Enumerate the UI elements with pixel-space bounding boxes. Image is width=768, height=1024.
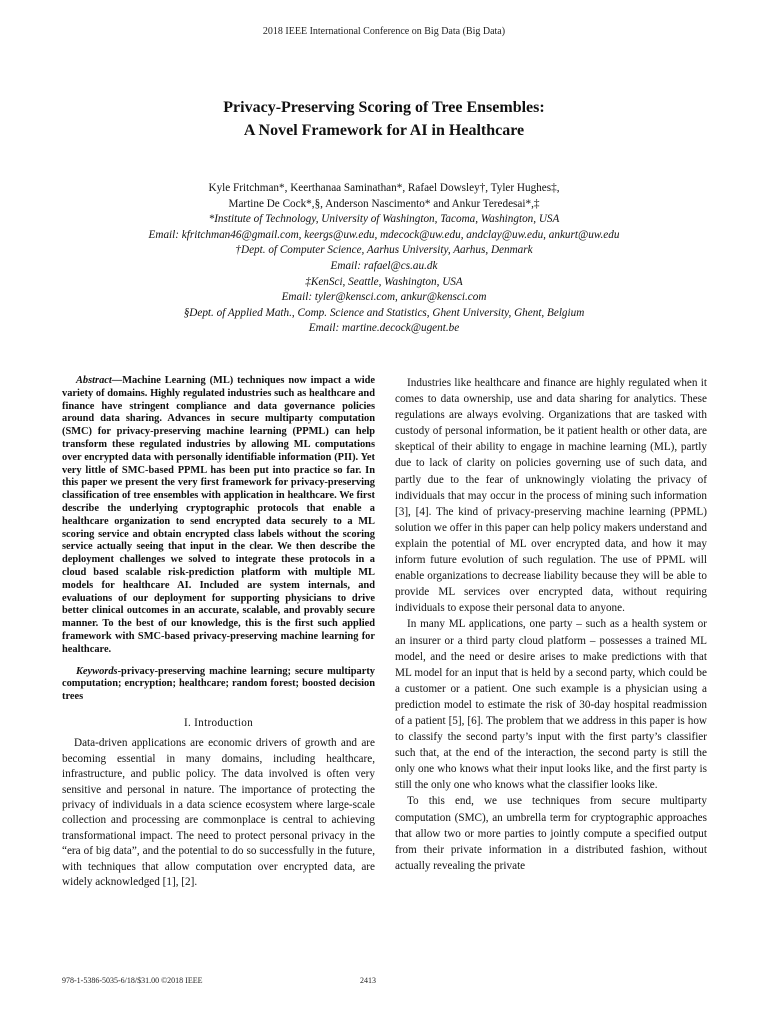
- right-paragraph-2: In many ML applications, one party – such as a health system or an insurer or a third party cloud platform – possesses a trained ML model, and the need or desire arises to make predictions with that ML model for an input that is held by a second party, which could be a customer or a patient. One such example is a physician using a prediction model to estimate the risk of 30-day hospital readmission of a patient [5], [6]. The problem that we address in this paper is how to classify the second party’s input with the first party’s classifier such that, at the end of the interaction, the second party is still the only one who knows what their input looks like, and the first party is still the only one who knows what the classifier looks like.: [395, 618, 707, 792]
- email-3: Email: tyler@kensci.com, ankur@kensci.com: [281, 291, 487, 304]
- keywords-label: Keywords: [76, 665, 118, 677]
- email-4: Email: martine.decock@ugent.be: [308, 322, 460, 335]
- right-paragraph-1: Industries like healthcare and finance are highly regulated when it comes to data ownership, use and data sharing for analytics. These regulations are always evolving. Organizations that are tasked with custody of personal information, be it patient health or other data, are skeptical of their ability to engage in machine learning (ML), partly due to lack of clarity on policies governing use of such data, and partly due to the fear of unknowingly violating the privacy of individuals that may occur in the process of mining such information [3], [4]. The kind of privacy-preserving machine learning (PPML) solution we offer in this paper can help policy makers understand and explain the potential of ML over encrypted data, and how it may inform future evolution of such regulation. The use of PPML will enable organizations to decrease liability because they will be able to provide ML services over encrypted data, without requiring individuals to expose their personal data to anyone.: [395, 377, 707, 615]
- authors-line-2: Martine De Cock*,§, Anderson Nascimento* and Ankur Teredesai*,‡: [228, 197, 540, 210]
- title-line-2: A Novel Framework for AI in Healthcare: [243, 122, 525, 139]
- intro-paragraph-1: Data-driven applications are economic drivers of growth and are becoming essential in many domains, including healthcare, infrastructure, and public policy. The data involved is often very sensitive and personal in nature. The importance of protecting the privacy of individuals in a data science ecosystem where large-scale collection and processing are commonplace is central to achieving transformational impact. The need to protect personal privacy in the “era of big data”, and the potential to do so successfully in the future, with techniques that allow computation over encrypted data, are widely acknowledged [1], [2].: [62, 737, 375, 888]
- right-column: [395, 375, 707, 874]
- authors-block: [40, 181, 728, 337]
- affiliation-2: †Dept. of Computer Science, Aarhus University, Aarhus, Denmark: [235, 244, 533, 257]
- affiliation-4: §Dept. of Applied Math., Comp. Science and Statistics, Ghent University, Ghent, Belgium: [183, 306, 585, 319]
- abstract: [62, 375, 375, 657]
- affiliation-3: ‡KenSci, Seattle, Washington, USA: [305, 275, 463, 288]
- running-head: 2018 IEEE International Conference on Big Data (Big Data): [262, 26, 506, 37]
- section-heading-introduction: I. Introduction: [183, 716, 254, 729]
- keywords-text: -privacy-preserving machine learning; secure multiparty computation; encryption; healthcare; random forest; boosted decision trees: [62, 665, 375, 703]
- authors-line-1: Kyle Fritchman*, Keerthanaa Saminathan*, Rafael Dowsley†, Tyler Hughes‡,: [208, 182, 560, 194]
- footer-isbn: 978-1-5386-5035-6/18/$31.00 ©2018 IEEE: [62, 976, 203, 985]
- paper-title: [0, 96, 768, 142]
- abstract-label: Abstract: [76, 375, 112, 386]
- keywords: [62, 666, 375, 704]
- email-1: Email: kfritchman46@gmail.com, keergs@uw.edu, mdecock@uw.edu, andclay@uw.edu, ankurt@uw.edu: [148, 228, 620, 241]
- affiliation-1: *Institute of Technology, University of Washington, Tacoma, Washington, USA: [208, 213, 560, 226]
- left-column: [62, 375, 375, 890]
- right-paragraph-3: To this end, we use techniques from secure multiparty computation (SMC), an umbrella term for cryptographic approaches that allow two or more parties to jointly compute a specified output from their private information in a distributed fashion, without actually revealing the private: [395, 795, 707, 872]
- title-line-1: Privacy-Preserving Scoring of Tree Ensembles:: [223, 99, 545, 116]
- abstract-text: —Machine Learning (ML) techniques now impact a wide variety of domains. Highly regulated industries such as healthcare and finance have stringent compliance and data governance policies around data sharing. Advances in secure multiparty computation (SMC) for privacy-preserving machine learning (PPML) can help transform these regulated industries by allowing ML computations over encrypted data with personally identifiable information (PII). Yet very little of SMC-based PPML has been put into practice so far. In this paper we present the very first framework for privacy-preserving classification of tree ensembles with application in healthcare. We first describe the underlying cryptographic protocols that enable a healthcare organization to send encrypted data securely to a ML scoring service and obtain encrypted class labels without the scoring service actually seeing that input in the clear. We then describe the deployment challenges we solved to integrate these protocols in a cloud based scalable risk-prediction platform with multiple ML models for healthcare AI. Included are system internals, and evaluations of our deployment for supporting physicians to drive better clinical outcomes in an accurate, scalable, and provably secure manner. To the best of our knowledge, this is the first such applied framework with SMC-based privacy-preserving machine learning for healthcare.: [62, 375, 375, 655]
- email-2: Email: rafael@cs.au.dk: [330, 259, 438, 272]
- page-number: 2413: [360, 976, 376, 985]
